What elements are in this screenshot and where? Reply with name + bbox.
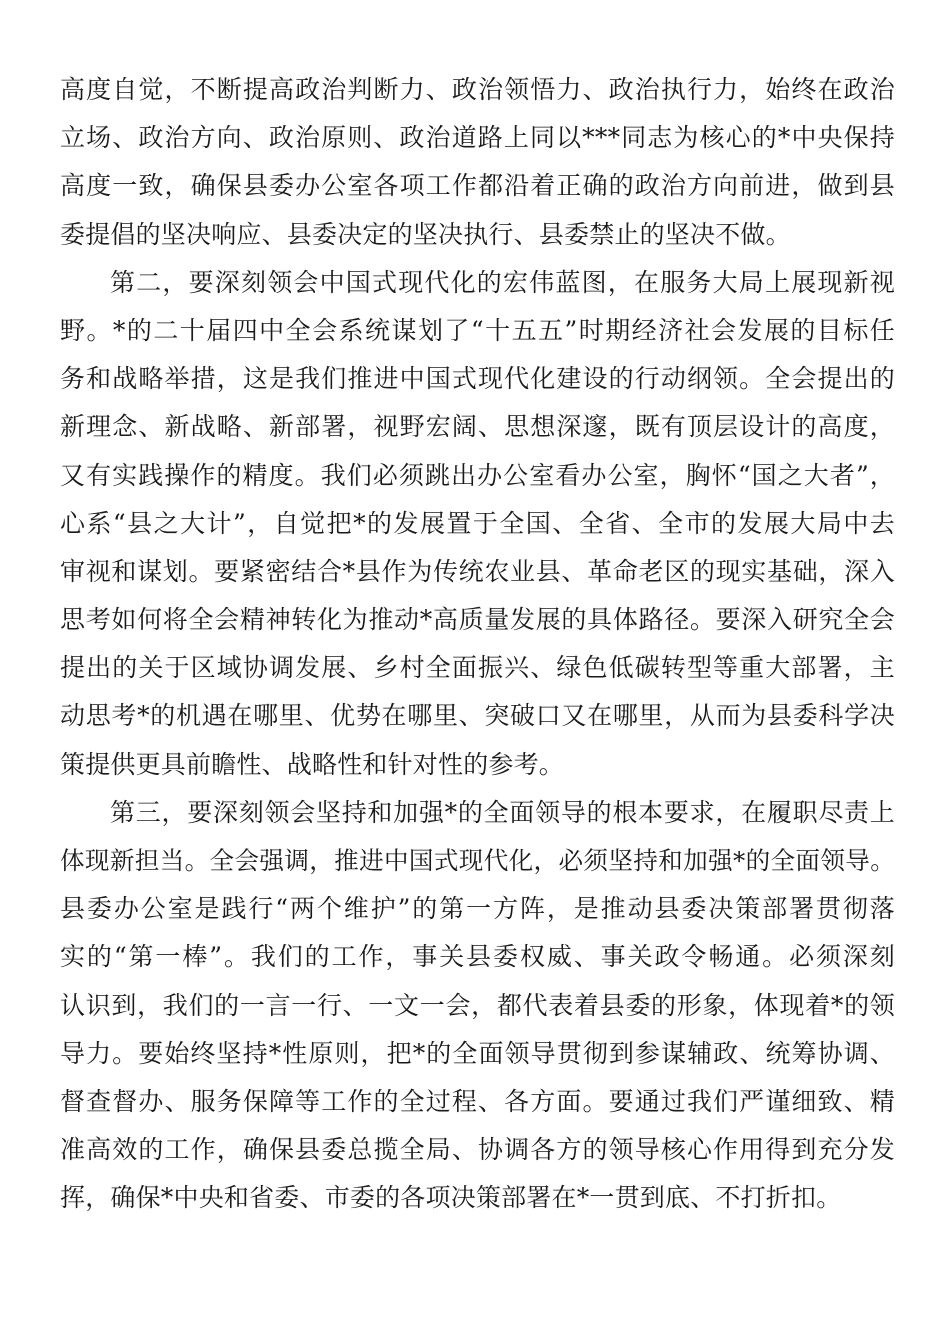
document-body: [60, 66, 895, 1223]
text-line: 提出的关于区域协调发展、乡村全面振兴、绿色低碳转型等重大部署，主: [60, 653, 895, 683]
text-line: 立场、政治方向、政治原则、政治道路上同以***同志为核心的*中央保持: [60, 123, 895, 153]
paragraph-3: [60, 789, 895, 1223]
text-line: 新理念、新战略、新部署，视野宏阔、思想深邃，既有顶层设计的高度，: [60, 412, 895, 442]
text-line: 心系“县之大计”，自觉把*的发展置于全国、全省、全市的发展大局中去: [60, 508, 895, 538]
text-line: 督查督办、服务保障等工作的全过程、各方面。要通过我们严谨细致、精: [60, 1086, 895, 1116]
text-line: 务和战略举措，这是我们推进中国式现代化建设的行动纲领。全会提出的: [60, 364, 895, 394]
text-line: 高度自觉，不断提高政治判断力、政治领悟力、政治执行力，始终在政治: [60, 75, 895, 104]
paragraph-1: [60, 66, 895, 259]
paragraph-2: [60, 259, 895, 789]
text-line: 实的“第一棒”。我们的工作，事关县委权威、事关政令畅通。必须深刻: [60, 942, 895, 972]
text-line: 体现新担当。全会强调，推进中国式现代化，必须坚持和加强*的全面领导。: [60, 846, 895, 875]
text-line: 导力。要始终坚持*性原则，把*的全面领导贯彻到参谋辅政、统筹协调、: [60, 1038, 895, 1068]
text-line: 挥，确保*中央和省委、市委的各项决策部署在*一贯到底、不打折扣。: [60, 1183, 842, 1213]
text-line: 县委办公室是践行“两个维护”的第一方阵，是推动县委决策部署贯彻落: [60, 894, 895, 924]
text-line: 第三，要深刻领会坚持和加强*的全面领导的根本要求，在履职尽责上: [110, 797, 895, 827]
text-line: 策提供更具前瞻性、战略性和针对性的参考。: [60, 749, 565, 779]
text-line: 高度一致，确保县委办公室各项工作都沿着正确的政治方向前进，做到县: [60, 171, 895, 201]
text-line: 野。*的二十届四中全会系统谋划了“十五五”时期经济社会发展的目标任: [60, 315, 895, 345]
text-line: 动思考*的机遇在哪里、优势在哪里、突破口又在哪里，从而为县委科学决: [60, 701, 895, 731]
text-line: 第二，要深刻领会中国式现代化的宏伟蓝图，在服务大局上展现新视: [110, 267, 895, 297]
text-line: 委提倡的坚决响应、县委决定的坚决执行、县委禁止的坚决不做。: [60, 219, 791, 249]
text-line: 思考如何将全会精神转化为推动*高质量发展的具体路径。要深入研究全会: [60, 605, 895, 635]
text-line: 准高效的工作，确保县委总揽全局、协调各方的领导核心作用得到充分发: [60, 1135, 895, 1165]
text-line: 认识到，我们的一言一行、一文一会，都代表着县委的形象，体现着*的领: [60, 990, 895, 1020]
text-line: 又有实践操作的精度。我们必须跳出办公室看办公室，胸怀“国之大者”，: [60, 460, 895, 490]
text-line: 审视和谋划。要紧密结合*县作为传统农业县、革命老区的现实基础，深入: [60, 556, 895, 586]
